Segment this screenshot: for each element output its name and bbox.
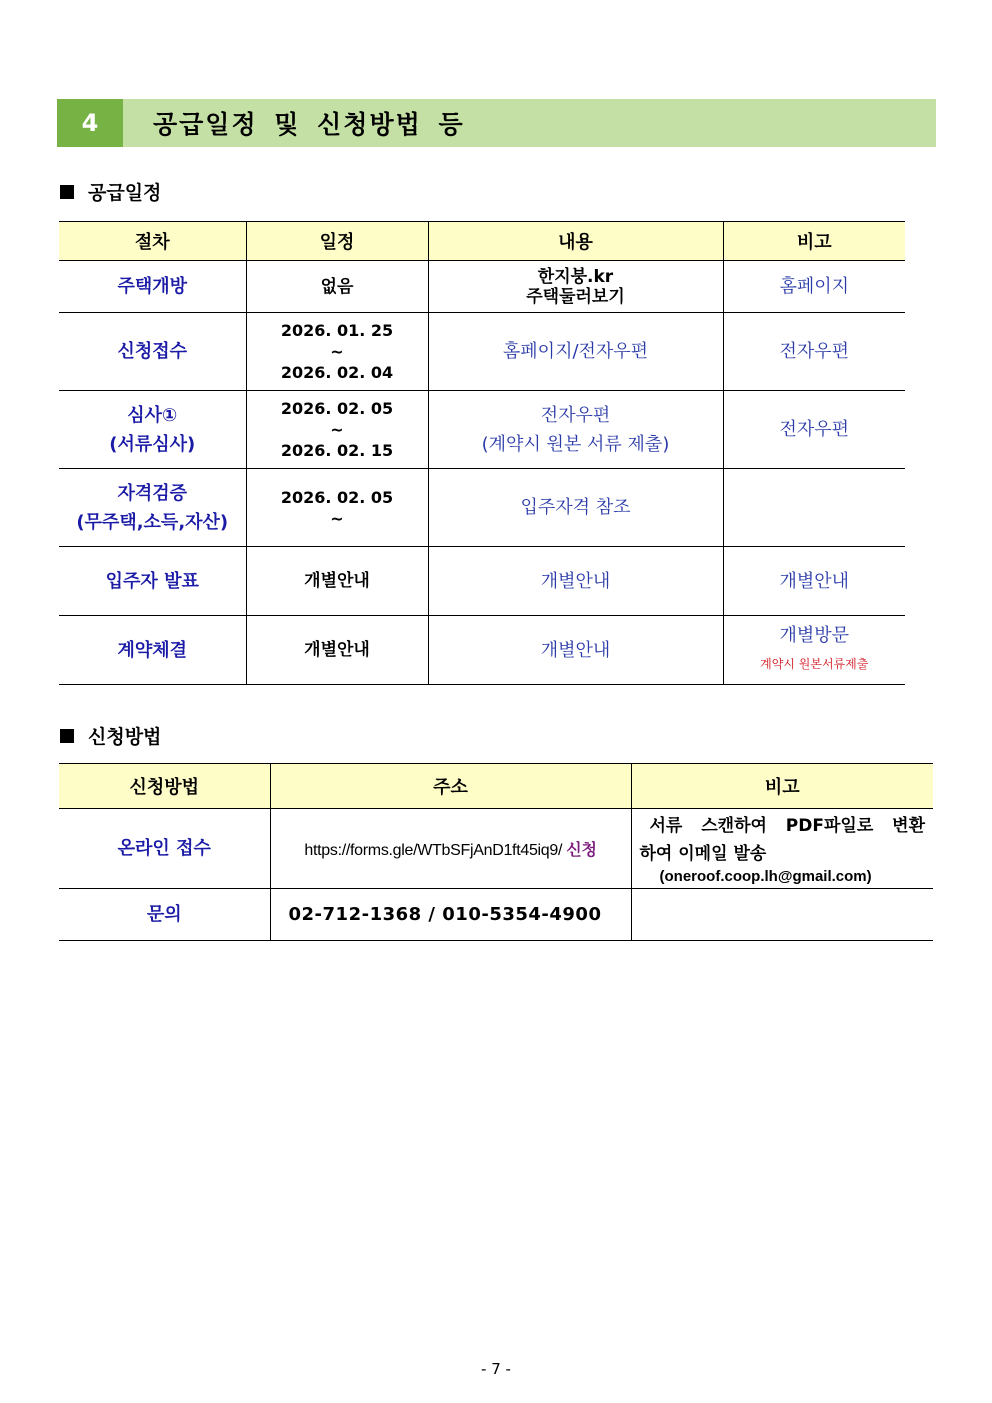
schedule-heading	[60, 178, 161, 205]
col-header-address: 주소	[270, 764, 631, 809]
note-cell	[723, 261, 905, 313]
procedure-cell-line: (서류심사)	[109, 433, 196, 455]
method-heading	[60, 722, 161, 749]
note-cell-line: 전자우편	[779, 419, 850, 440]
content-cell	[428, 616, 723, 685]
note-cell-line: 홈페이지	[779, 276, 850, 297]
procedure-cell-line: 주택개방	[117, 276, 188, 297]
schedule-cell-line: 2026. 02. 15	[280, 441, 394, 460]
remark-line-1: 서류 스캔하여 PDF파일로 변환	[649, 816, 925, 836]
square-bullet-icon	[60, 185, 74, 199]
schedule-cell	[246, 469, 428, 547]
procedure-cell-line: (무주택,소득,자산)	[76, 511, 229, 533]
col-header-procedure: 절차	[59, 222, 246, 261]
table-row	[59, 809, 933, 889]
procedure-cell	[59, 391, 246, 469]
procedure-cell-line: 계약체결	[117, 639, 188, 661]
content-cell-line: (계약시 원본 서류 제출)	[481, 433, 670, 455]
col-header-remark: 비고	[631, 764, 933, 809]
schedule-cell-line: 2026. 02. 05	[280, 487, 394, 507]
procedure-cell	[59, 261, 246, 313]
content-cell-line: 개별안내	[540, 639, 611, 661]
table-row	[59, 391, 905, 469]
table-row	[59, 313, 905, 391]
section-header	[57, 99, 936, 147]
procedure-cell-line: 자격검증	[117, 482, 188, 504]
square-bullet-icon	[60, 729, 74, 743]
procedure-cell	[59, 469, 246, 547]
table-row	[59, 261, 905, 313]
schedule-cell-line: ~	[330, 342, 344, 361]
inquiry-label: 문의	[59, 889, 270, 941]
procedure-cell	[59, 616, 246, 685]
note-cell	[723, 547, 905, 616]
note-cell	[723, 616, 905, 685]
content-cell-line: 전자우편	[540, 404, 611, 426]
content-cell	[428, 391, 723, 469]
table-row	[59, 547, 905, 616]
note-cell	[723, 391, 905, 469]
note-sub: 계약시 원본서류제출	[760, 657, 869, 671]
procedure-cell-line: 신청접수	[117, 341, 188, 362]
inquiry-remark	[631, 889, 933, 941]
section-title: 공급일정 및 신청방법 등	[153, 110, 465, 139]
apply-link[interactable]: 신청	[566, 840, 597, 859]
content-cell	[428, 313, 723, 391]
schedule-cell-line: 2026. 02. 05	[280, 399, 394, 418]
col-header-schedule: 일정	[246, 222, 428, 261]
procedure-cell	[59, 547, 246, 616]
content-cell-line: 개별안내	[540, 570, 611, 592]
col-header-note: 비고	[723, 222, 905, 261]
note-cell-line: 개별안내	[779, 570, 850, 592]
online-remark	[631, 809, 933, 889]
schedule-cell	[246, 261, 428, 313]
table-row	[59, 889, 933, 941]
note-cell	[723, 469, 905, 547]
content-cell	[428, 261, 723, 313]
schedule-cell-line: 개별안내	[304, 640, 370, 660]
content-cell-line: 입주자격 참조	[520, 497, 631, 518]
content-cell-line: 주택둘러보기	[526, 286, 625, 307]
schedule-cell-line: ~	[330, 420, 344, 439]
note-cell-line: 개별방문	[779, 625, 850, 646]
schedule-cell-line: ~	[330, 508, 344, 528]
content-cell-line: 한지붕.kr	[537, 266, 614, 287]
remark-line-2: 하여 이메일 발송	[639, 844, 767, 864]
table-row	[59, 616, 905, 685]
section-number: 4	[57, 99, 123, 147]
schedule-cell-line: 2026. 01. 25	[280, 321, 394, 340]
page-number: - 7 -	[481, 1360, 511, 1378]
inquiry-phone: 02-712-1368 / 010-5354-4900	[270, 889, 631, 941]
method-table	[59, 763, 933, 941]
procedure-cell-line: 입주자 발표	[105, 570, 199, 592]
online-label: 온라인 접수	[59, 809, 270, 889]
online-url-cell	[270, 809, 631, 889]
procedure-cell-line: 심사①	[127, 404, 178, 426]
col-header-method: 신청방법	[59, 764, 270, 809]
schedule-cell-line: 개별안내	[304, 571, 370, 591]
schedule-cell	[246, 313, 428, 391]
schedule-table	[59, 221, 905, 685]
note-cell	[723, 313, 905, 391]
procedure-cell	[59, 313, 246, 391]
schedule-cell-line: 없음	[320, 276, 354, 297]
note-cell-line: 전자우편	[779, 341, 850, 362]
content-cell-line: 홈페이지/전자우편	[502, 341, 649, 362]
schedule-cell-line: 2026. 02. 04	[280, 363, 394, 382]
online-url-link[interactable]: https://forms.gle/WTbSFjAnD1ft45iq9/	[304, 842, 563, 859]
contact-email[interactable]: (oneroof.coop.lh@gmail.com)	[659, 868, 872, 885]
schedule-cell	[246, 616, 428, 685]
content-cell	[428, 469, 723, 547]
table-row	[59, 469, 905, 547]
content-cell	[428, 547, 723, 616]
col-header-content: 내용	[428, 222, 723, 261]
schedule-cell	[246, 547, 428, 616]
schedule-cell	[246, 391, 428, 469]
schedule-heading-text: 공급일정	[88, 182, 162, 204]
method-heading-text: 신청방법	[88, 726, 162, 748]
